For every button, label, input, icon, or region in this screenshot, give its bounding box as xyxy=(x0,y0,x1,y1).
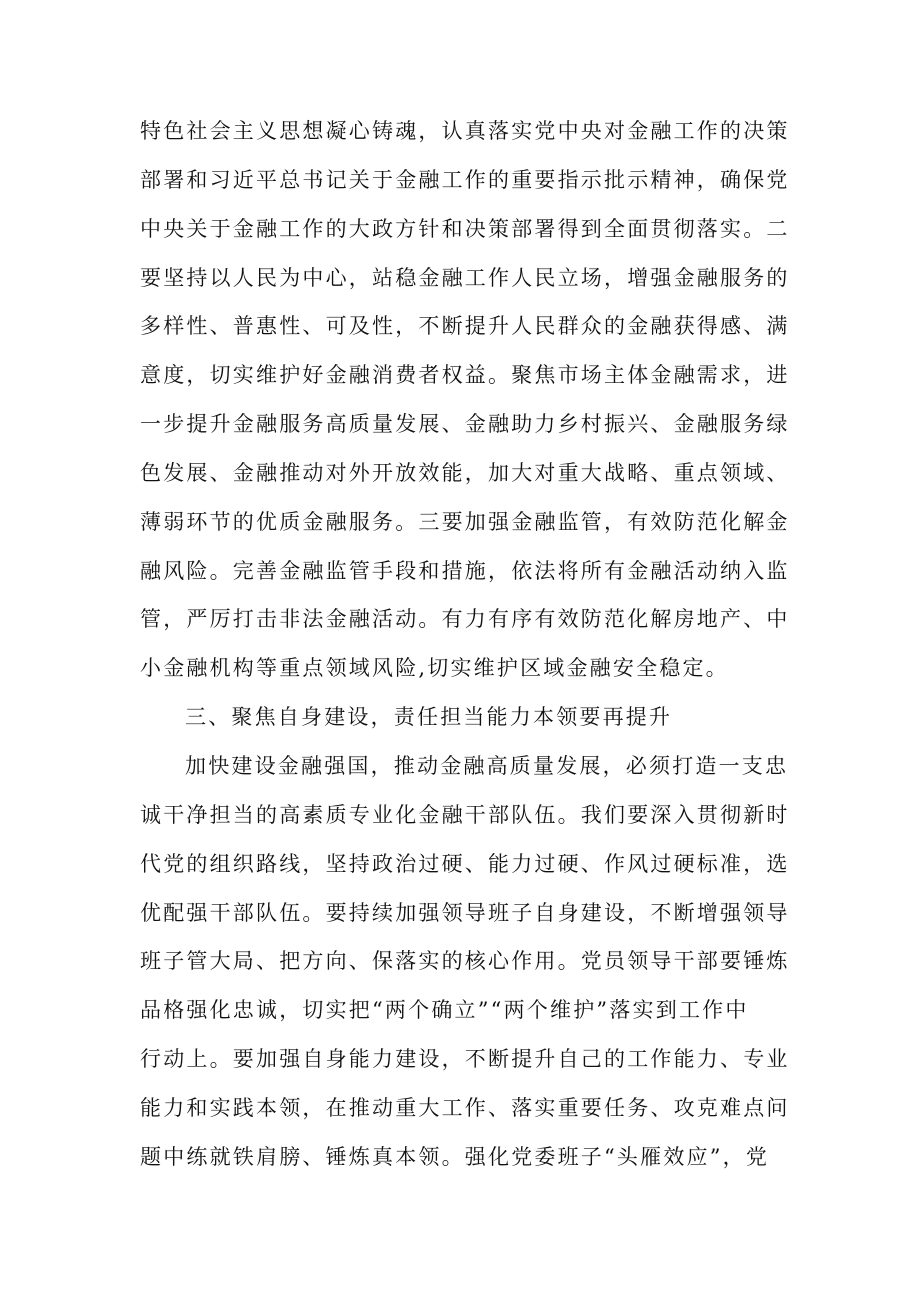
paragraph-first-line: 加快建设金融强国，推动金融高质量发展，必须打造一支忠 xyxy=(185,753,789,778)
text-line: 特色社会主义思想凝心铸魂，认真落实党中央对金融工作的决策 xyxy=(140,119,790,143)
text-line: 部署和习近平总书记关于金融工作的重要指示批示精神，确保党 xyxy=(140,167,790,192)
text-line: 管，严厉打击非法金融活动。有力有序有效防范化解房地产、中 xyxy=(140,607,790,632)
text-line: 意度，切实维护好金融消费者权益。聚焦市场主体金融需求，进 xyxy=(140,363,790,388)
text-line: 中央关于金融工作的大政方针和决策部署得到全面贯彻落实。二 xyxy=(140,216,790,241)
text-line: 小金融机构等重点领域风险,切实维护区域金融安全稳定。 xyxy=(140,656,729,681)
text-line: 品格强化忠诚，切实把“两个确立”“两个维护”落实到工作中 xyxy=(140,998,749,1023)
text-line: 一步提升金融服务高质量发展、金融助力乡村振兴、金融服务绿 xyxy=(140,412,790,437)
text-line: 诚干净担当的高素质专业化金融干部队伍。我们要深入贯彻新时 xyxy=(140,802,790,827)
text-line: 优配强干部队伍。要持续加强领导班子自身建设，不断增强领导 xyxy=(140,900,790,925)
section-heading: 三、聚焦自身建设，责任担当能力本领要再提升 xyxy=(185,705,673,730)
text-line: 题中练就铁肩膀、锤炼真本领。强化党委班子“头雁效应”，党 xyxy=(140,1144,770,1169)
text-line: 要坚持以人民为中心，站稳金融工作人民立场，增强金融服务的 xyxy=(140,265,790,290)
text-line: 行动上。要加强自身能力建设，不断提升自己的工作能力、专业 xyxy=(140,1047,790,1072)
text-line: 薄弱环节的优质金融服务。三要加强金融监管，有效防范化解金 xyxy=(140,509,790,534)
text-line: 代党的组织路线，坚持政治过硬、能力过硬、作风过硬标准，选 xyxy=(140,851,790,876)
text-line: 色发展、金融推动对外开放效能，加大对重大战略、重点领域、 xyxy=(140,460,790,485)
text-line: 能力和实践本领，在推动重大工作、落实重要任务、攻克难点问 xyxy=(140,1095,790,1120)
text-line: 融风险。完善金融监管手段和措施，依法将所有金融活动纳入监 xyxy=(140,558,790,583)
document-body xyxy=(140,107,790,1182)
text-line: 班子管大局、把方向、保落实的核心作用。党员领导干部要锤炼 xyxy=(140,949,790,974)
text-line: 多样性、普惠性、可及性，不断提升人民群众的金融获得感、满 xyxy=(140,314,790,339)
